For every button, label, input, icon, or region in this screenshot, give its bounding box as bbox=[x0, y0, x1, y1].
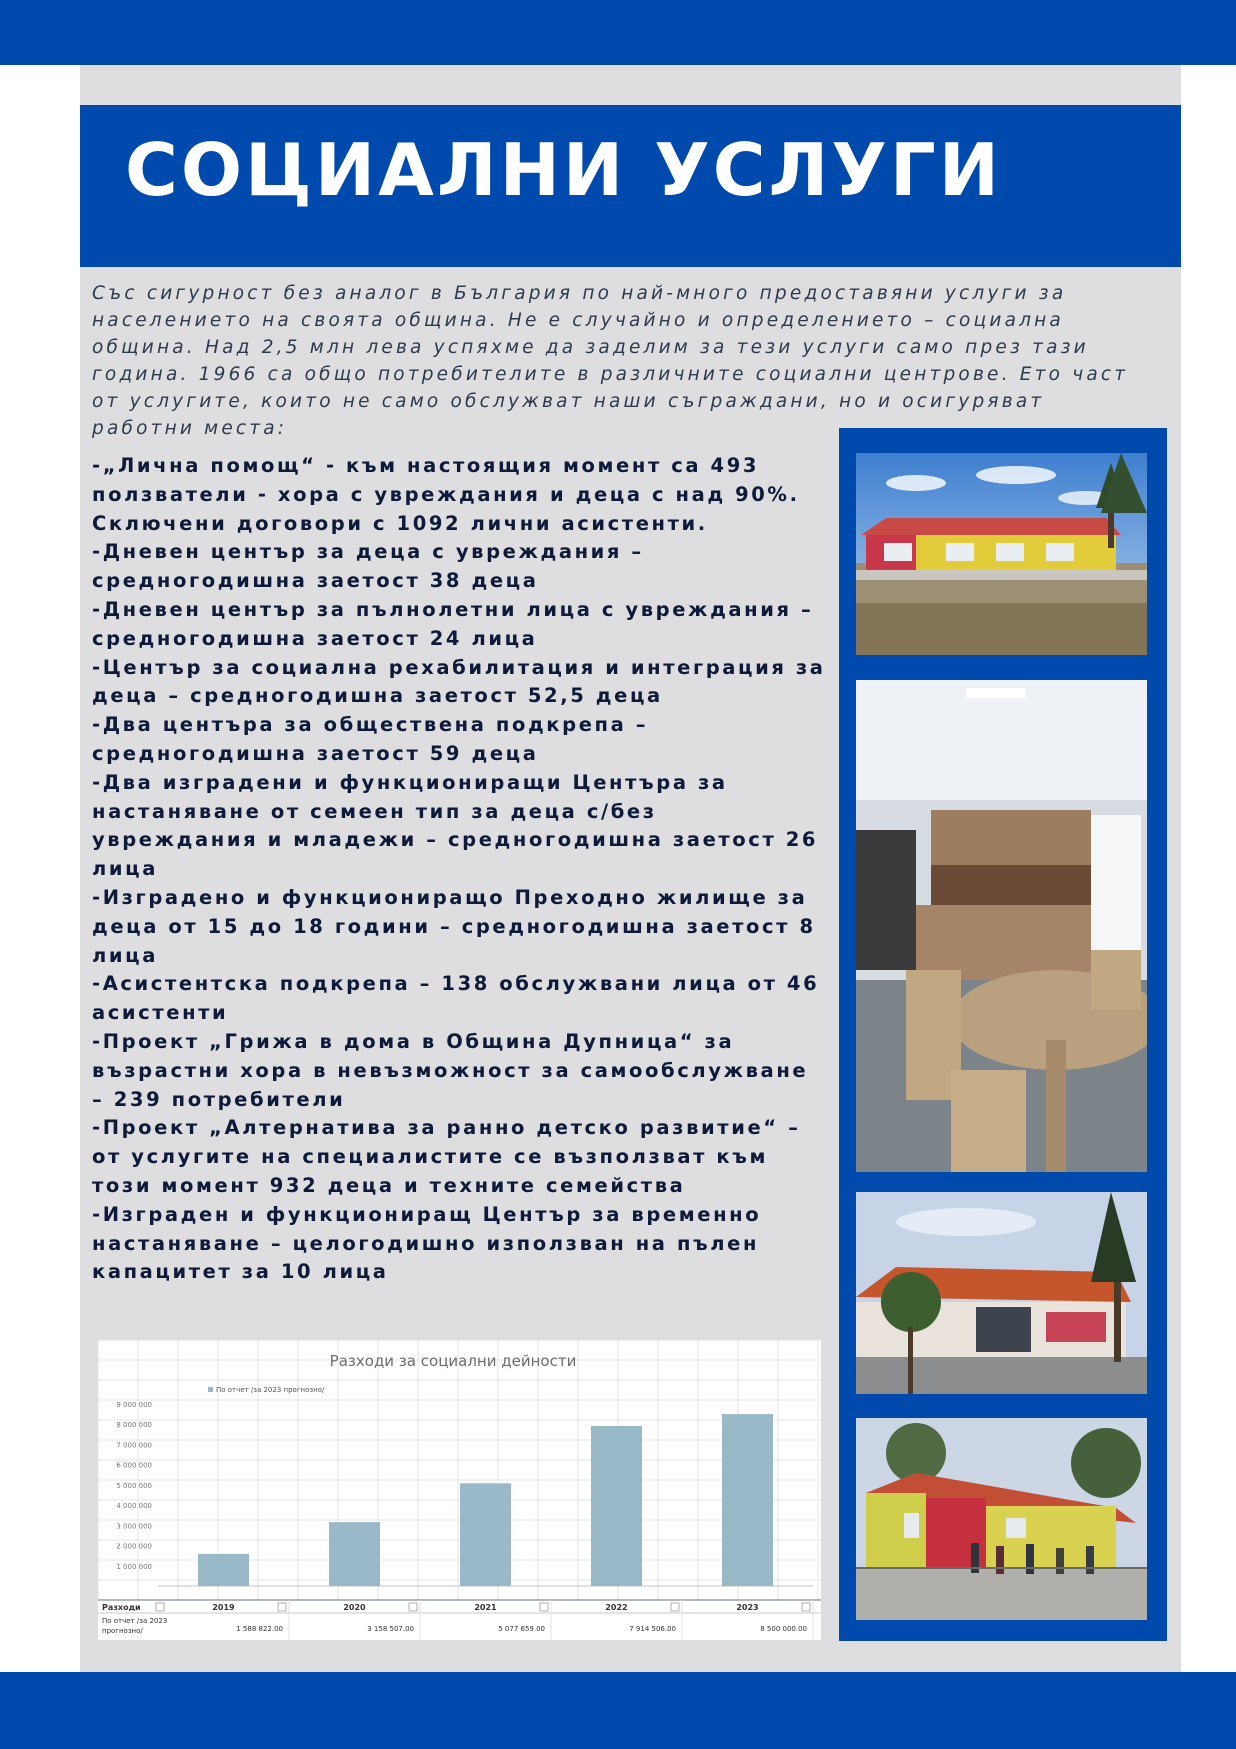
filter-dropdown-icon[interactable] bbox=[278, 1603, 286, 1611]
table-row-label: По отчет /за 2023 bbox=[102, 1617, 168, 1625]
intro-paragraph: Със сигурност без аналог в България по най-много предоставяни услуги за населението на своята община. Не е случайно и определението – социална община. Над 2,5 млн лева успяхме да заделим за тези услуги само през тази година. 1966 са общо потребителите в различните социални центрове. Ето част от услугите, които не само обслужват наши съграждани, но и осигуряват работни места: bbox=[92, 283, 1129, 439]
legend-swatch bbox=[208, 1387, 213, 1392]
page-title: СОЦИАЛНИ УСЛУГИ bbox=[125, 128, 1003, 212]
bar-2020 bbox=[329, 1522, 380, 1586]
photo-center-building bbox=[856, 1192, 1147, 1394]
table-header-label: Разходи bbox=[102, 1603, 141, 1612]
data-value-label: 8 500 000.00 bbox=[760, 1625, 807, 1633]
expenses-chart bbox=[98, 1340, 821, 1640]
service-item: -Два изградени и функциониращи Центъра за настаняване от семеен тип за деца с/без увреждания и младежи – средногодишна заетост 26 лица bbox=[92, 770, 819, 881]
service-item: -Проект „Алтернатива за ранно детско развитие“ – от услугите на специалистите се възползват към този момент 932 деца и техните семейства bbox=[92, 1116, 801, 1197]
service-item: -Изграден и функциониращ Център за временно настаняване – целогодишно използван на пълен капацитет за 10 лица bbox=[92, 1202, 762, 1284]
bar-2021 bbox=[460, 1483, 511, 1586]
y-tick-label: 5 000 000 bbox=[116, 1481, 152, 1490]
y-tick-label: 4 000 000 bbox=[116, 1502, 152, 1511]
filter-dropdown-icon[interactable] bbox=[540, 1603, 548, 1611]
photo-kitchen bbox=[856, 680, 1147, 1172]
service-item: -Център за социална рехабилитация и интеграция за деца – средногодишна заетост 52,5 деца bbox=[92, 655, 826, 708]
photo-day-center bbox=[856, 453, 1147, 655]
x-category-label: 2019 bbox=[212, 1603, 235, 1612]
table-row-label: прогнозно/ bbox=[102, 1627, 143, 1635]
filter-dropdown-icon[interactable] bbox=[802, 1603, 810, 1611]
service-item: -Два центъра за обществена подкрепа – средногодишна заетост 59 деца bbox=[92, 713, 649, 765]
service-item: -Проект „Грижа в дома в Община Дупница“ за възрастни хора в невъзможност за самообслужване – 239 потребители bbox=[92, 1029, 809, 1111]
bar-2023 bbox=[722, 1414, 773, 1586]
chart-title: Разходи за социални дейности bbox=[329, 1352, 577, 1370]
x-category-label: 2023 bbox=[736, 1603, 759, 1612]
y-tick-label: 9 000 000 bbox=[116, 1401, 152, 1409]
expenses-chart-svg bbox=[98, 1340, 821, 1640]
data-value-label: 1 588 822.00 bbox=[236, 1625, 283, 1633]
filter-dropdown-icon[interactable] bbox=[156, 1603, 164, 1611]
y-tick-label: 6 000 000 bbox=[116, 1461, 152, 1470]
y-tick-label: 7 000 000 bbox=[116, 1441, 152, 1450]
x-category-label: 2020 bbox=[343, 1603, 366, 1612]
services-list bbox=[92, 452, 827, 1287]
x-category-label: 2021 bbox=[474, 1603, 497, 1612]
y-tick-label: 8 000 000 bbox=[116, 1421, 152, 1430]
y-tick-label: 3 000 000 bbox=[116, 1522, 152, 1531]
data-value-label: 5 077 659.00 bbox=[498, 1625, 545, 1633]
filter-dropdown-icon[interactable] bbox=[409, 1603, 417, 1611]
data-value-label: 3 158 507.00 bbox=[367, 1625, 414, 1633]
x-category-label: 2022 bbox=[605, 1603, 628, 1612]
service-item: -Дневен център за пълнолетни лица с увреждания – средногодишна заетост 24 лица bbox=[92, 597, 814, 650]
service-item: -Дневен център за деца с увреждания – средногодишна заетост 38 деца bbox=[92, 540, 644, 593]
photo-column bbox=[839, 428, 1167, 1641]
filter-dropdown-icon[interactable] bbox=[671, 1603, 679, 1611]
top-banner bbox=[0, 0, 1236, 65]
service-item: -Изградено и функциониращо Преходно жилище за деца от 15 до 18 години – средногодишна заетост 8 лица bbox=[92, 885, 816, 967]
bottom-banner bbox=[0, 1672, 1236, 1749]
y-tick-label: 2 000 000 bbox=[116, 1542, 152, 1551]
service-item: -Асистентска подкрепа – 138 обслужвани лица от 46 асистенти bbox=[92, 972, 820, 1025]
data-value-label: 7 914 506.00 bbox=[629, 1625, 676, 1633]
legend-label: По отчет /за 2023 прогнозно/ bbox=[216, 1386, 325, 1394]
y-tick-label: 1 000 000 bbox=[116, 1562, 152, 1571]
bar-2022 bbox=[591, 1426, 642, 1586]
photo-community-center bbox=[856, 1418, 1147, 1620]
bar-2019 bbox=[198, 1554, 249, 1586]
service-item: -„Лична помощ“ - към настоящия момент са 493 ползватели - хора с увреждания и деца с над 90%. Сключени договори с 1092 лични асистенти. bbox=[92, 454, 800, 535]
